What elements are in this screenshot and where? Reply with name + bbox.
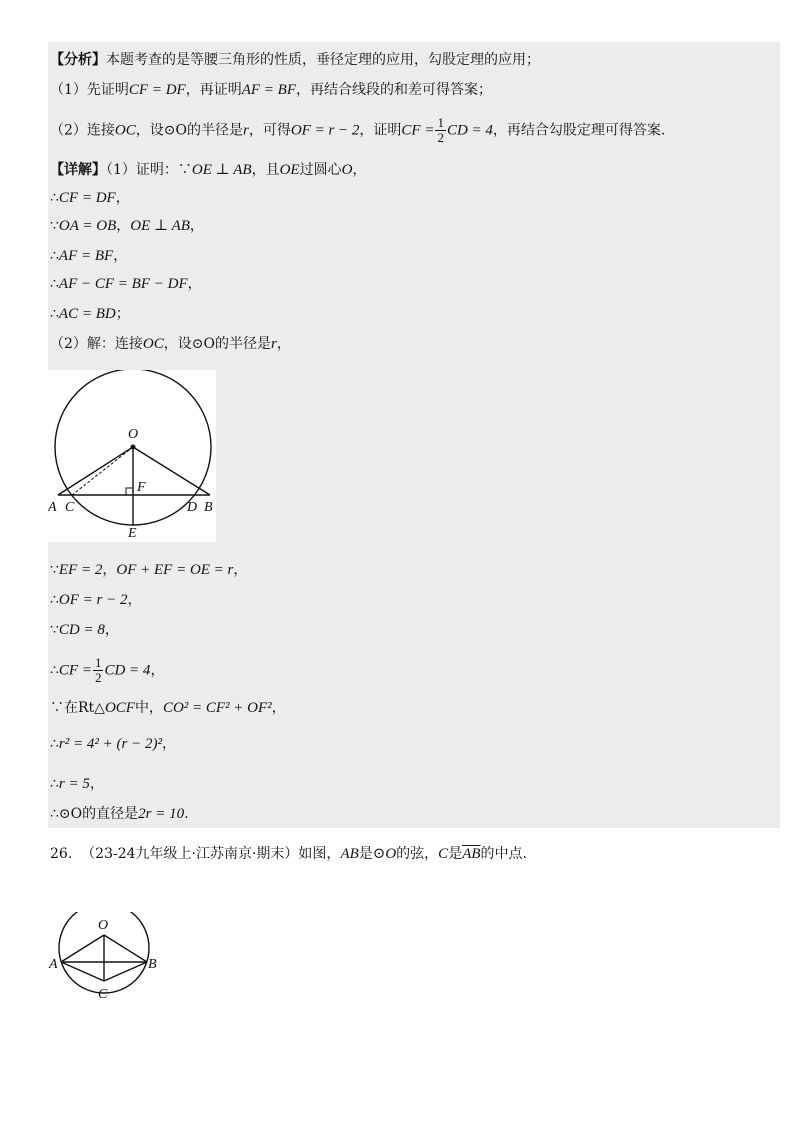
- figure1-svg: [48, 370, 216, 542]
- detail-line-7: [50, 334, 291, 354]
- s4-end: ，: [150, 662, 165, 679]
- fraction-denominator: 2: [94, 670, 102, 685]
- s7-end: ，: [89, 776, 104, 792]
- segment-ac: [61, 962, 104, 981]
- step2-eq2-left: CF =: [401, 122, 435, 139]
- because-symbol: ∵: [50, 218, 59, 234]
- q26-is: 是: [358, 846, 373, 862]
- s1-sep: ，: [102, 562, 117, 578]
- label-b: B: [148, 957, 157, 972]
- s5-eq: CO² = CF² + OF²: [162, 700, 272, 716]
- l3-end: ，: [189, 218, 204, 234]
- figure-circle-chord: [48, 370, 216, 542]
- l6-eq: AC = BD: [58, 306, 116, 322]
- p2-oc: OC: [142, 336, 164, 352]
- l2-end: ，: [115, 190, 130, 206]
- label-f: F: [137, 480, 146, 495]
- l3-sep: ，: [116, 218, 131, 234]
- step1-prefix: （1）先证明: [50, 82, 129, 98]
- s2-end: ，: [127, 592, 142, 608]
- p2-b: ，设⊙O的半径是: [163, 336, 271, 352]
- l2-eq: CF = DF: [58, 190, 116, 206]
- analysis-step2: [50, 116, 665, 145]
- segment-ob: [104, 935, 147, 962]
- p1-a: （1）证明：∵: [106, 162, 192, 178]
- q26-ab: AB: [340, 846, 359, 862]
- analysis-step1: [50, 80, 492, 100]
- s4-right: CD = 4: [104, 662, 151, 679]
- therefore-symbol: ∴: [50, 276, 59, 292]
- detail-line-11: [50, 656, 164, 685]
- s8-a: ⊙O的直径是: [58, 806, 139, 822]
- figure2-svg: [48, 912, 164, 1004]
- s5-a: 在Rt△: [64, 700, 105, 716]
- detail-line-12: [50, 698, 286, 718]
- segment-bc: [104, 962, 147, 981]
- q26-is2: 是: [448, 846, 463, 862]
- p1-c: 过圆心: [299, 162, 342, 178]
- detail-tag: 【详解】: [50, 162, 106, 178]
- therefore-symbol: ∴: [50, 190, 59, 206]
- detail-line-8: [50, 560, 247, 580]
- l6-end: ；: [115, 306, 130, 322]
- label-o: O: [98, 918, 109, 933]
- analysis-line: [50, 50, 540, 70]
- step2-a: ，设⊙O的半径是: [135, 122, 243, 139]
- segment-oa: [58, 447, 133, 495]
- p2-r: r: [270, 336, 277, 352]
- s1-eq1: EF = 2: [58, 562, 103, 578]
- therefore-symbol: ∴: [50, 662, 59, 679]
- q26-circle: ⊙O: [372, 846, 397, 862]
- s2-eq: OF = r − 2: [58, 592, 128, 608]
- label-o: O: [128, 427, 139, 442]
- s3-eq: CD = 8: [58, 622, 105, 638]
- step2-eq2-right: CD = 4: [446, 122, 493, 139]
- p2-c: ，: [276, 336, 291, 352]
- s3-end: ，: [104, 622, 119, 638]
- label-d: D: [187, 500, 198, 515]
- label-a: A: [49, 957, 58, 972]
- p1-oe: OE: [279, 162, 300, 178]
- label-b: B: [204, 500, 213, 515]
- l5-eq: AF − CF = BF − DF: [58, 276, 188, 292]
- detail-line-15: [50, 804, 189, 824]
- detail-line-10: [50, 620, 119, 640]
- q26-c: C: [438, 846, 449, 862]
- s4-fraction: [93, 656, 104, 685]
- step2-c: ，证明: [359, 122, 402, 139]
- fraction-denominator: 2: [437, 130, 444, 145]
- detail-line-3: [50, 216, 204, 236]
- s5-triangle: OCF: [104, 700, 135, 716]
- l4-end: ，: [113, 248, 128, 264]
- detail-line-4: [50, 246, 127, 266]
- step1-suffix: ，再结合线段的和差可得答案；: [296, 82, 492, 98]
- s5-end: ，: [271, 700, 286, 716]
- s8-eq: 2r = 10: [138, 806, 185, 822]
- s5-b: 中，: [134, 700, 163, 716]
- step2-b: ，可得: [248, 122, 291, 139]
- s6-end: ，: [161, 736, 176, 752]
- detail-line-2: [50, 188, 130, 208]
- s1-end: ，: [233, 562, 248, 578]
- detail-line-9: [50, 590, 142, 610]
- s1-eq2: OF + EF = OE = r: [116, 562, 234, 578]
- q26-arc: $\overline{AB}$: [462, 846, 481, 862]
- question-26: [50, 844, 527, 864]
- detail-line-6: [50, 304, 130, 324]
- because-symbol: ∵: [50, 562, 59, 578]
- segment-oc-dashed: [72, 447, 133, 495]
- figure-arc-midpoint: [48, 912, 164, 1004]
- therefore-symbol: ∴: [50, 592, 59, 608]
- question-source: （23-24九年级上·江苏南京·期末）如图，: [81, 846, 341, 862]
- step2-eq1: OF = r − 2: [290, 122, 360, 139]
- p1-d: ，: [352, 162, 367, 178]
- step1-mid: ，再证明: [185, 82, 242, 98]
- center-point: [131, 445, 136, 450]
- l4-eq: AF = BF: [58, 248, 114, 264]
- s7-eq: r = 5: [58, 776, 90, 792]
- detail-line-13: [50, 734, 176, 754]
- q26-end: 的中点.: [480, 846, 527, 862]
- s4-left: CF =: [58, 662, 92, 679]
- detail-line-5: [50, 274, 202, 294]
- therefore-symbol: ∴: [50, 806, 59, 822]
- because-symbol: ∵: [50, 622, 59, 638]
- segment-oa: [61, 935, 104, 962]
- because-symbol: ∵: [50, 700, 64, 716]
- p1-b: ，且: [251, 162, 280, 178]
- step2-oc: OC: [114, 122, 136, 139]
- p1-o: O: [341, 162, 353, 178]
- step2-r: r: [242, 122, 249, 139]
- analysis-tag: 【分析】: [50, 52, 106, 68]
- s6-eq: r² = 4² + (r − 2)²: [58, 736, 162, 752]
- right-angle-mark: [126, 488, 133, 495]
- detail-line-1: [50, 160, 366, 180]
- step2-prefix: （2）连接: [50, 122, 115, 139]
- therefore-symbol: ∴: [50, 776, 59, 792]
- therefore-symbol: ∴: [50, 248, 59, 264]
- l3-eq2: OE ⊥ AB: [130, 218, 190, 234]
- fraction-numerator: 1: [94, 655, 102, 670]
- p2-a: （2）解：连接: [50, 336, 143, 352]
- label-c: C: [65, 500, 75, 515]
- analysis-text: 本题考查的是等腰三角形的性质，垂径定理的应用，勾股定理的应用；: [106, 52, 540, 68]
- label-c: C: [98, 987, 108, 1002]
- q26-chord: 的弦，: [396, 846, 439, 862]
- detail-line-14: [50, 774, 104, 794]
- l3-eq1: OA = OB: [58, 218, 117, 234]
- p1-eq: OE ⊥ AB: [191, 162, 252, 178]
- step2-fraction: [435, 116, 446, 145]
- step1-eq1: CF = DF: [128, 82, 186, 98]
- question-number: 26.: [50, 846, 73, 862]
- l5-end: ，: [187, 276, 202, 292]
- fraction-numerator: 1: [437, 115, 444, 130]
- label-a: A: [48, 500, 57, 515]
- s8-end: .: [184, 806, 189, 822]
- step2-suffix: ，再结合勾股定理可得答案.: [492, 122, 666, 139]
- label-e: E: [128, 526, 137, 541]
- step1-eq2: AF = BF: [241, 82, 296, 98]
- therefore-symbol: ∴: [50, 306, 59, 322]
- therefore-symbol: ∴: [50, 736, 59, 752]
